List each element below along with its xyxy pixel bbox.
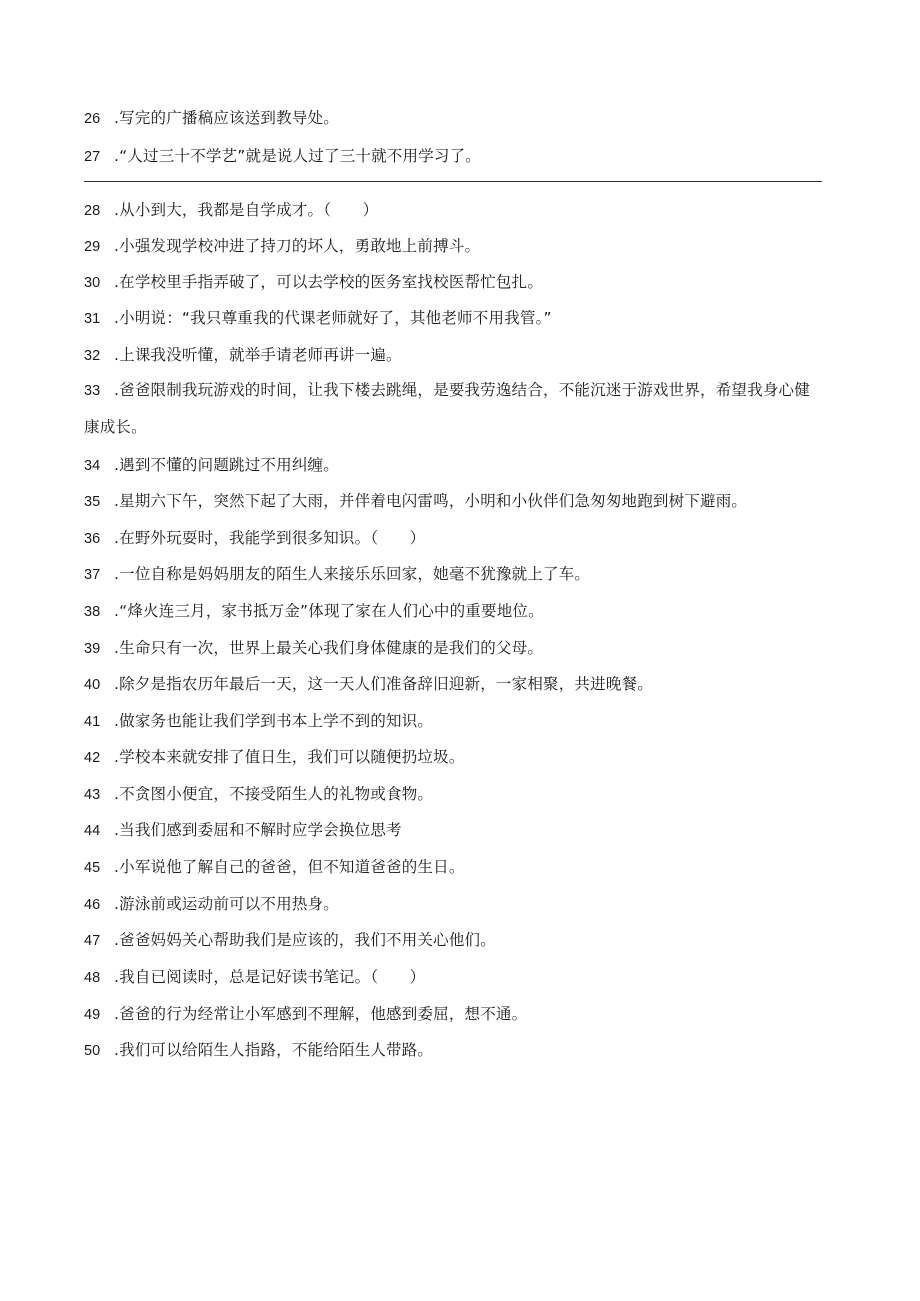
question-text: .星期六下午，突然下起了大雨，并伴着电闪雷鸣，小明和小伙伴们急匆匆地跑到树下避雨。 — [114, 492, 748, 510]
question-46 — [84, 894, 824, 915]
question-number: 43 — [84, 787, 101, 803]
question-number: 27 — [84, 149, 101, 165]
question-39 — [84, 638, 824, 659]
question-text: .从小到大，我都是自学成才。（ ） — [114, 201, 379, 219]
question-31 — [84, 308, 824, 329]
question-44 — [84, 820, 824, 841]
question-48 — [84, 967, 824, 988]
question-text: .我们可以给陌生人指路，不能给陌生人带路。 — [114, 1041, 434, 1059]
question-30 — [84, 272, 824, 293]
question-text: .我自已阅读时，总是记好读书笔记。（ ） — [114, 968, 426, 986]
question-49 — [84, 1004, 824, 1025]
question-33 — [84, 372, 822, 445]
question-text: .不贪图小便宜，不接受陌生人的礼物或食物。 — [114, 785, 434, 803]
question-50 — [84, 1040, 824, 1061]
question-text: .在野外玩耍时，我能学到很多知识。（ ） — [114, 529, 426, 547]
question-29 — [84, 236, 824, 257]
question-28 — [84, 200, 824, 221]
question-text: .在学校里手指弄破了，可以去学校的医务室找校医帮忙包扎。 — [114, 273, 544, 291]
question-text: .当我们感到委屈和不解时应学会换位思考 — [114, 821, 402, 839]
question-number: 42 — [84, 750, 101, 766]
question-43 — [84, 784, 824, 805]
question-text: .小军说他了解自己的爸爸，但不知道爸爸的生日。 — [114, 858, 465, 876]
question-38 — [84, 601, 824, 622]
question-number: 44 — [84, 823, 101, 839]
question-text: .爸爸限制我玩游戏的时间，让我下楼去跳绳，是要我劳逸结合，不能沉迷于游戏世界，希望我身心健康成长。 — [84, 381, 810, 436]
question-26 — [84, 108, 824, 129]
question-number: 46 — [84, 897, 101, 913]
question-number: 29 — [84, 239, 101, 255]
question-number: 33 — [84, 383, 101, 399]
question-text: .学校本来就安排了值日生，我们可以随便扔垃圾。 — [114, 748, 465, 766]
question-text: .遇到不懂的问题跳过不用纠缠。 — [114, 456, 339, 474]
question-number: 45 — [84, 860, 101, 876]
question-number: 32 — [84, 348, 101, 364]
answer-line — [84, 181, 822, 182]
question-41 — [84, 711, 824, 732]
question-number: 26 — [84, 111, 101, 127]
question-text: .爸爸的行为经常让小军感到不理解，他感到委屈，想不通。 — [114, 1005, 528, 1023]
question-number: 38 — [84, 604, 101, 620]
question-35 — [84, 491, 824, 512]
question-text: .小强发现学校冲进了持刀的坏人，勇敢地上前搏斗。 — [114, 237, 481, 255]
question-text: .做家务也能让我们学到书本上学不到的知识。 — [114, 712, 434, 730]
question-text: .上课我没听懂，就举手请老师再讲一遍。 — [114, 346, 402, 364]
question-text: .小明说：“我只尊重我的代课老师就好了，其他老师不用我管。” — [114, 309, 552, 327]
question-number: 48 — [84, 970, 101, 986]
question-number: 31 — [84, 311, 101, 327]
question-number: 28 — [84, 203, 101, 219]
question-number: 47 — [84, 933, 101, 949]
question-number: 35 — [84, 494, 101, 510]
question-number: 37 — [84, 567, 101, 583]
question-number: 49 — [84, 1007, 101, 1023]
question-40 — [84, 674, 824, 695]
question-text: .除夕是指农历年最后一天，这一天人们准备辞旧迎新，一家相聚，共进晚餐。 — [114, 675, 653, 693]
question-42 — [84, 747, 824, 768]
question-text: .一位自称是妈妈朋友的陌生人来接乐乐回家，她毫不犹豫就上了车。 — [114, 565, 591, 583]
question-number: 40 — [84, 677, 101, 693]
question-number: 30 — [84, 275, 101, 291]
question-45 — [84, 857, 824, 878]
question-number: 34 — [84, 458, 101, 474]
question-37 — [84, 564, 824, 585]
question-text: .游泳前或运动前可以不用热身。 — [114, 895, 339, 913]
question-27 — [84, 146, 824, 167]
question-text: .生命只有一次，世界上最关心我们身体健康的是我们的父母。 — [114, 639, 544, 657]
question-text: .爸爸妈妈关心帮助我们是应该的，我们不用关心他们。 — [114, 931, 496, 949]
question-text: .写完的广播稿应该送到教导处。 — [114, 109, 339, 127]
question-32 — [84, 345, 824, 366]
question-number: 41 — [84, 714, 101, 730]
question-number: 50 — [84, 1043, 101, 1059]
question-text: .“人过三十不学艺”就是说人过了三十就不用学习了。 — [114, 147, 481, 165]
question-34 — [84, 455, 824, 476]
question-47 — [84, 930, 824, 951]
question-36 — [84, 528, 824, 549]
question-number: 36 — [84, 531, 101, 547]
question-number: 39 — [84, 641, 101, 657]
question-text: .“烽火连三月，家书抵万金”体现了家在人们心中的重要地位。 — [114, 602, 544, 620]
